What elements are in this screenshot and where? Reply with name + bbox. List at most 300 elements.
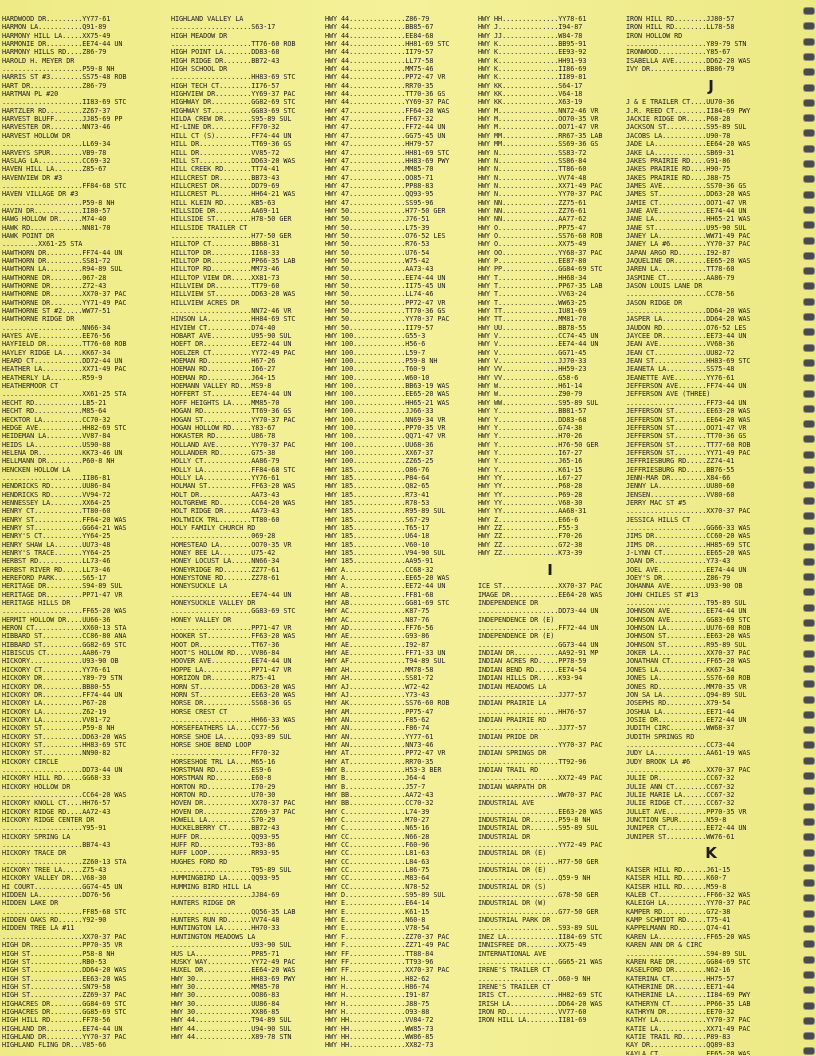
street-entry: HOMESTEAD LA........OO70-35 VR bbox=[171, 540, 292, 549]
street-entry: HWY KK..............V64-18 bbox=[478, 90, 583, 99]
street-entry: ....................EE74-44 UN bbox=[171, 590, 292, 599]
binding-ring bbox=[804, 146, 814, 152]
street-entry: HEIDS LA............US90-88 bbox=[2, 440, 111, 449]
street-entry: IRON HOLLOW RD bbox=[626, 31, 683, 40]
street-entry: INDIAN WARPATH DR bbox=[478, 782, 547, 791]
street-entry: HWY 44..............II79-57 bbox=[325, 48, 434, 57]
street-entry: ....................U93-90 SUL bbox=[171, 941, 292, 950]
street-entry: IRENE'S TRAILER CT bbox=[478, 966, 551, 975]
street-entry: HENRY ST............FF64-20 WAS bbox=[2, 515, 127, 524]
street-entry: ....................NN66-34 bbox=[2, 323, 111, 332]
binding-ring bbox=[804, 788, 814, 794]
street-entry: HEARD CT............DD72-44 UN bbox=[2, 357, 123, 366]
street-entry: HAROLD H. MEYER DR bbox=[2, 56, 75, 65]
street-entry: HWY 50..............W75-42 bbox=[325, 256, 430, 265]
street-entry: ....................YY70-37 PAC bbox=[478, 740, 603, 749]
street-entry: HWY 50..............O76-52 LES bbox=[325, 231, 446, 240]
street-entry: HIDDEN LA...........DD76-56 bbox=[2, 891, 111, 900]
street-entry: HUSKY WAY...........YY72-49 PAC bbox=[171, 957, 296, 966]
street-entry: ....................ZZ60-13 STA bbox=[2, 857, 127, 866]
street-entry: HILLVIEW ST.........DD63-20 WAS bbox=[171, 290, 296, 299]
street-entry: INDUSTRIAL PARK DR bbox=[478, 916, 551, 925]
street-entry: HEDGE AVE...........HH82-69 STC bbox=[2, 423, 127, 432]
street-entry: HOLTWICK TRL........TT80-60 bbox=[171, 515, 280, 524]
street-entry: HIGH ST.............RB0-53 bbox=[2, 957, 107, 966]
street-entry: HWY H...............H82-62 bbox=[325, 974, 430, 983]
street-entry: HWY B...............J57-7 bbox=[325, 782, 426, 791]
street-entry: HWY D...............S95-89 SUL bbox=[325, 891, 446, 900]
street-entry: HWY AD..............FF76-56 bbox=[325, 624, 434, 633]
street-entry: HONEYRIDGE RD.......ZZ77-61 bbox=[171, 565, 280, 574]
street-entry: HARVEST HOLLOW DR bbox=[2, 131, 71, 140]
street-entry: HAWTHORNE RIDGE DR bbox=[2, 315, 75, 324]
street-entry: JIMS DR.............CC60-20 WAS bbox=[626, 532, 751, 541]
section-letter: J bbox=[708, 76, 714, 95]
street-entry: HWY ZZ..............F70-26 bbox=[478, 532, 583, 541]
street-entry: ....................YY72-49 PAC bbox=[478, 841, 603, 850]
street-entry: JANEY LA #6.........YY70-37 PAC bbox=[626, 240, 751, 249]
street-entry: HWY AN..............YY77-61 bbox=[325, 732, 434, 741]
street-entry: HAWTHORN DR.........SS81-72 bbox=[2, 256, 111, 265]
street-entry: KAISER HILL RD......J61-15 bbox=[626, 866, 731, 875]
binding-ring bbox=[804, 544, 814, 550]
street-entry: HWY O...............SS76-60 ROB bbox=[478, 231, 603, 240]
street-entry: IRENE'S TRAILER CT bbox=[478, 982, 551, 991]
street-entry: HAWTHORNE DR........067-28 bbox=[2, 273, 107, 282]
street-entry: HWY 100.............BB63-19 WAS bbox=[325, 382, 450, 391]
street-entry: HERON CT............XX60-13 STA bbox=[2, 624, 127, 633]
street-entry: ....................G78-50 GER bbox=[478, 891, 599, 900]
street-entry: HIGH HILL RD........FF78-56 bbox=[2, 1016, 111, 1025]
street-entry: HWY 185.............R95-89 SUL bbox=[325, 507, 446, 516]
street-entry: INEZ LA.............II84-69 STC bbox=[478, 932, 603, 941]
street-entry: HWY 100.............QQ71-47 VR bbox=[325, 432, 446, 441]
street-entry: HWY 44..............PP72-47 VR bbox=[325, 73, 446, 82]
binding-ring bbox=[804, 850, 814, 856]
street-entry: HOLLY LA............YY76-61 bbox=[171, 473, 280, 482]
street-entry: HWY ZZ..............G72-38 bbox=[478, 540, 583, 549]
street-entry: HIGHLAND VALLEY LA bbox=[171, 15, 244, 23]
street-entry: JAQUELINE DR........EE65-20 WAS bbox=[626, 256, 751, 265]
street-entry: JOHNSON ST..........EE63-20 WAS bbox=[626, 632, 751, 641]
street-entry: HIGH ST.............DD64-20 WAS bbox=[2, 966, 127, 975]
street-entry: ....................FF70-32 bbox=[171, 749, 280, 758]
binding-ring bbox=[804, 222, 814, 228]
street-entry: HWY HH..............VV84-72 bbox=[325, 1016, 434, 1025]
street-entry: HUFF LOOP...........RR93-95 bbox=[171, 849, 280, 858]
street-entry: HWY BB..............AA72-43 bbox=[325, 790, 434, 799]
street-entry: JASPER LA...........DD64-20 WAS bbox=[626, 315, 751, 324]
street-entry: HWY KK..............S64-17 bbox=[478, 81, 583, 90]
street-entry: HOGAN RD............TT69-36 GS bbox=[171, 407, 292, 416]
street-entry: HIGHACRES DR........GG85-69 STC bbox=[2, 1007, 127, 1016]
street-entry: KAYLA CT............EE65-20 WAS bbox=[626, 1049, 751, 1055]
street-entry: HWY T...............WW63-25 bbox=[478, 298, 587, 307]
street-entry: ....................HH83-69 STC bbox=[171, 73, 296, 82]
street-entry: KAREN RAE DR........GG84-69 STC bbox=[626, 957, 751, 966]
street-entry: HAWTHORNE DR........XX70-37 PAC bbox=[2, 290, 127, 299]
street-entry: KATHERYN CT.........PP66-35 LAB bbox=[626, 999, 751, 1008]
street-entry: HICKORY LA..........Z62-19 bbox=[2, 707, 107, 716]
street-entry: JONATHAN CT.........FF65-20 WAS bbox=[626, 657, 751, 666]
street-entry: HICKORY TRACE DR bbox=[2, 849, 67, 858]
street-entry: HIGHLAND DR.........EE74-44 UN bbox=[2, 1024, 123, 1033]
street-entry: HWY 100.............P59-8 NH bbox=[325, 357, 438, 366]
street-entry: HWY AN..............NN73-46 bbox=[325, 740, 434, 749]
street-entry: HIGH ST.............ZZ69-37 PAC bbox=[2, 991, 127, 1000]
street-entry: HONEY LOCUST LA.....NN66-34 bbox=[171, 557, 280, 566]
street-entry: ....................T95-89 SUL bbox=[626, 599, 747, 608]
street-entry: ....................JJ84-69 bbox=[171, 891, 280, 900]
street-entry: HWY CC..............N66-28 bbox=[325, 832, 430, 841]
street-entry: HONEYSUCKLE LA bbox=[171, 582, 228, 591]
street-entry: HWY 47..............PP88-83 bbox=[325, 181, 434, 190]
street-entry: HWY 44..............LL77-58 bbox=[325, 56, 434, 65]
street-entry: HWY HH..............WW85-73 bbox=[325, 1024, 434, 1033]
street-entry: HWY K...............HH91-93 bbox=[478, 56, 587, 65]
street-entry: JEFFERSON AVE.......FF74-44 UN bbox=[626, 382, 747, 391]
street-entry: HWY 47..............QQ93-95 bbox=[325, 190, 434, 199]
street-entry: ....................GG73-44 UN bbox=[478, 640, 599, 649]
street-entry: IMAGE DR............EE64-20 WAS bbox=[478, 590, 603, 599]
street-entry: ....................FF84-68 STC bbox=[2, 181, 127, 190]
street-entry: HARMONY HILLS RD....Z86-79 bbox=[2, 48, 107, 57]
street-entry: JOHNSON ST..........R95-89 SUL bbox=[626, 640, 747, 649]
street-entry: HWY N...............VV74-48 bbox=[478, 173, 587, 182]
street-entry: JEFFRIESBURG RD.....ZZ74-41 bbox=[626, 457, 735, 466]
binding-ring bbox=[804, 635, 814, 641]
street-entry: HOOVER AVE..........EE74-44 UN bbox=[171, 657, 292, 666]
street-entry: HORSE CREST CT bbox=[171, 707, 228, 716]
street-entry: HOBART AVE..........U95-90 SUL bbox=[171, 332, 292, 341]
street-entry: HWY 30..............MM85-70 bbox=[171, 982, 280, 991]
street-entry: IRISH LA............DD64-20 WAS bbox=[478, 999, 603, 1008]
street-entry: HWY 100.............G55-3 bbox=[325, 332, 426, 341]
street-entry: HWY 44..............YY69-37 PAC bbox=[325, 98, 450, 107]
street-entry: JERRY MAC ST #5 bbox=[626, 498, 687, 507]
street-entry: HWY E...............V78-54 bbox=[325, 924, 430, 933]
street-entry: JOHNSON AVE.........EE74-44 UN bbox=[626, 607, 747, 616]
street-entry: HOFFERT ST..........EE74-44 UN bbox=[171, 390, 292, 399]
street-entry: HORTON RD...........I70-29 bbox=[171, 782, 276, 791]
binding-ring bbox=[804, 666, 814, 672]
street-entry: JAMES AVE...........SS70-36 GS bbox=[626, 181, 747, 190]
street-entry: KATIE TRAIL RD......P89-83 bbox=[626, 1032, 731, 1041]
street-entry: JOEL AVE............EE74-44 UN bbox=[626, 565, 747, 574]
street-entry: HWY 50..............R76-53 bbox=[325, 240, 430, 249]
street-entry: HWY 50..............H77-50 GER bbox=[325, 206, 446, 215]
street-entry: HWY BB..............CC70-32 bbox=[325, 799, 434, 808]
street-entry: HWY 100.............NN69-34 VR bbox=[325, 415, 446, 424]
street-entry: HARMONIE DR.........EE74-44 UN bbox=[2, 40, 123, 49]
street-entry: HARVEST BLUFF.......JJ85-69 PP bbox=[2, 115, 123, 124]
street-entry: HIDDEN TREE LA #11 bbox=[2, 924, 75, 933]
street-entry: JULIE DR............CC67-32 bbox=[626, 774, 735, 783]
street-entry: HERBST RD...........LL73-46 bbox=[2, 557, 111, 566]
street-entry: ....................HH66-33 WAS bbox=[171, 715, 296, 724]
street-entry: HWY 30..............OO86-83 bbox=[171, 991, 280, 1000]
street-entry: HWY M...............OO71-47 VR bbox=[478, 123, 599, 132]
binding-ring bbox=[804, 329, 814, 335]
street-entry: HUFF RD.............T93-86 bbox=[171, 841, 276, 850]
street-entry: .........XX61-25 STA bbox=[2, 240, 83, 249]
street-entry: KAISER HILL RD......M59-8 bbox=[626, 882, 727, 891]
street-entry: INDEPENDENCE DR bbox=[478, 599, 539, 608]
street-entry: HWY V...............CC74-45 UN bbox=[478, 332, 599, 341]
street-entry: HERBST RIVER RD.....LL73-46 bbox=[2, 565, 111, 574]
street-entry: HWY F...............ZZ70-37 PAC bbox=[325, 932, 450, 941]
street-entry: HWY AT..............PP72-47 VR bbox=[325, 749, 446, 758]
street-entry: ....................P59-8 NH bbox=[2, 65, 115, 74]
street-entry: HWY Y...............H70-26 bbox=[478, 432, 583, 441]
binding-ring bbox=[804, 926, 814, 932]
street-entry: HUMMINGBIRD LA......QQ93-95 bbox=[171, 874, 280, 883]
street-entry: HWY K...............BB95-91 bbox=[478, 40, 587, 49]
street-column-1 bbox=[2, 15, 168, 1055]
street-entry: HWY Z...............E66-6 bbox=[478, 515, 579, 524]
street-entry: JENSEN..............VV80-60 bbox=[626, 490, 735, 499]
street-entry: JUNIPER CT..........EE72-44 UN bbox=[626, 824, 747, 833]
street-entry: ....................DD64-20 WAS bbox=[626, 307, 751, 316]
street-entry: JAUDON RD...........O76-52 LES bbox=[626, 323, 747, 332]
binding-ring bbox=[804, 176, 814, 182]
street-entry: HWY 100.............H56-6 bbox=[325, 340, 426, 349]
street-entry: ....................FF85-68 STC bbox=[2, 907, 127, 916]
street-entry: JUDY BROOK LA #6 bbox=[626, 757, 691, 766]
street-entry: HAVENVIEW DR #3 bbox=[2, 173, 63, 182]
street-entry: HORSE SHOE BEND LOOP bbox=[171, 740, 252, 749]
street-entry: KAMPER RD...........G72-38 bbox=[626, 907, 731, 916]
street-entry: HONEYSUCKLE VALLEY DR bbox=[171, 599, 256, 608]
street-entry: HORSE SHOE LA.......Q93-89 SUL bbox=[171, 732, 292, 741]
street-entry: HOOT DR.............TT67-36 bbox=[171, 640, 280, 649]
street-entry: HICKORY LA..........P67-28 bbox=[2, 699, 107, 708]
street-entry: HOWELL LA...........S70-29 bbox=[171, 816, 276, 824]
street-entry: JACKIE RIDGE DR.....P68-28 bbox=[626, 115, 731, 124]
street-entry: JIMS DR.............HH85-69 STC bbox=[626, 540, 751, 549]
street-entry: HWY 30..............HH83-69 PWY bbox=[171, 974, 296, 983]
street-entry: ....................BB74-43 bbox=[2, 841, 111, 850]
street-entry: JAMES ST............DD63-20 WAS bbox=[626, 190, 751, 199]
street-entry: HWY 185.............P84-64 bbox=[325, 473, 430, 482]
street-entry: HILLTOP CT..........BB68-31 bbox=[171, 240, 280, 249]
street-entry: HWY 47..............MM85-70 bbox=[325, 165, 434, 174]
street-entry: JAYCEE DR...........EE73-44 UN bbox=[626, 332, 747, 341]
street-entry: KATHERINE LA........II84-69 PWY bbox=[626, 991, 751, 1000]
street-entry: HIGH RIDGE DR.......BB72-43 bbox=[171, 56, 280, 65]
street-entry: HWY F...............ZZ71-49 PAC bbox=[325, 941, 450, 950]
street-entry: HELLMANN DR.........P60-8 NH bbox=[2, 457, 115, 466]
binding-ring bbox=[804, 804, 814, 810]
street-entry: HAWTHORNE ST #2.....WW77-51 bbox=[2, 307, 111, 316]
street-entry: JACKSON ST..........S95-89 SUL bbox=[626, 123, 747, 132]
street-entry: HWY YY..............AA68-31 bbox=[478, 507, 587, 516]
street-entry: HWY 50..............EE74-44 UN bbox=[325, 273, 446, 282]
street-entry: JUNCTION SPUR.......N59-8 bbox=[626, 816, 727, 824]
street-entry: HWY 44..............TT70-36 GS bbox=[325, 90, 446, 99]
street-entry: ....................XX72-49 PAC bbox=[478, 774, 603, 783]
street-entry: JEFFERSON ST........EE64-20 WAS bbox=[626, 415, 751, 424]
street-entry: HWY 100.............JJ66-33 bbox=[325, 407, 434, 416]
street-entry: JULIE RIDGE CT......CC67-32 bbox=[626, 799, 735, 808]
street-entry: JULLET AVE..........PP70-35 VR bbox=[626, 807, 747, 816]
street-entry: HWY P...............EE87-80 bbox=[478, 256, 587, 265]
street-entry: HWY N...............XX71-49 PAC bbox=[478, 181, 603, 190]
street-entry: INDIAN PRAIRIE LA bbox=[478, 699, 547, 708]
street-entry: ....................HH76-57 bbox=[478, 707, 587, 716]
street-entry: HUCKELBERRY CT......BB72-43 bbox=[171, 824, 280, 833]
street-entry: HELENA DR...........KK73-46 UN bbox=[2, 448, 123, 457]
binding-ring bbox=[804, 283, 814, 289]
street-entry: ....................H77-50 GER bbox=[478, 857, 599, 866]
street-entry: HWY VV..............HH59-23 bbox=[478, 365, 587, 374]
street-entry: HWY C...............L74-39 bbox=[325, 807, 430, 816]
street-entry: HWY W...............Z90-79 bbox=[478, 390, 583, 399]
street-entry: HWY T...............PP67-35 LAB bbox=[478, 282, 603, 290]
street-entry: HWY 100.............ZZ65-25 bbox=[325, 457, 434, 466]
street-entry: ....................FF72-44 UN bbox=[478, 624, 599, 633]
street-entry: JEFFRIESBURG RD.....BB76-55 bbox=[626, 465, 735, 474]
street-entry: HILLCREST DR........BB73-43 bbox=[171, 173, 280, 182]
street-entry: HILL CREEK RD.......TT74-41 bbox=[171, 165, 280, 174]
binding-ring bbox=[804, 39, 814, 45]
street-entry: HILL DR.............VV85-72 bbox=[171, 148, 280, 157]
street-entry: ....................GG65-21 WAS bbox=[478, 957, 603, 966]
street-entry: HWY 185.............O86-76 bbox=[325, 465, 430, 474]
street-entry: HOFF HEIGHTS LA.....MM85-70 bbox=[171, 398, 280, 407]
street-entry: HWY A...............EE65-20 WAS bbox=[325, 574, 450, 583]
street-entry: HIGH ST.............SN79-58 bbox=[2, 982, 111, 991]
street-entry: HWY YY..............P68-28 bbox=[478, 482, 583, 491]
street-entry: JAKE LA.............SB69-31 bbox=[626, 148, 735, 157]
street-entry: HOLT DR.............AA73-43 bbox=[171, 490, 280, 499]
street-entry: HWY A...............EE72-44 UN bbox=[325, 582, 446, 591]
street-entry: HONEY VALLEY DR bbox=[171, 615, 232, 624]
binding-ring bbox=[804, 712, 814, 718]
street-entry: HOOKER ST...........FF63-20 WAS bbox=[171, 632, 296, 641]
street-entry: JEANETA LA..........SS75-48 bbox=[626, 365, 735, 374]
street-entry: HWY HH..............XX82-73 bbox=[325, 1041, 434, 1050]
binding-ring bbox=[804, 299, 814, 305]
street-entry: JEFFERSON ST........EE63-20 WAS bbox=[626, 407, 751, 416]
street-entry: JAREN LA............TT78-60 bbox=[626, 265, 735, 274]
street-entry: JEAN AVE............VV68-36 bbox=[626, 340, 735, 349]
street-entry: IRON RD.............VV77-60 bbox=[478, 1007, 587, 1016]
binding-ring bbox=[804, 834, 814, 840]
street-entry: ....................S94-89 SUL bbox=[626, 949, 747, 958]
street-entry: INDUSTRIAL DR (W) bbox=[478, 899, 547, 908]
street-entry: HWY AC..............N87-76 bbox=[325, 615, 430, 624]
street-entry: HARTMAN PL #20 bbox=[2, 90, 59, 99]
street-entry: INDUSTRIAL DR.......S95-89 SUL bbox=[478, 824, 599, 833]
street-entry: HWY N...............TT86-60 bbox=[478, 165, 587, 174]
street-entry: JACOBS LA...........U90-78 bbox=[626, 131, 731, 140]
street-entry: JASON LOUIS LANE DR bbox=[626, 282, 703, 290]
street-entry: HIBISCUS CT.........AA86-79 bbox=[2, 649, 111, 658]
street-entry: HWY AN..............F85-62 bbox=[325, 715, 430, 724]
binding-ring bbox=[804, 773, 814, 779]
street-entry: HENDRICKS RD........VV94-72 bbox=[2, 490, 111, 499]
street-entry: HARMONY HILL LA.....XX75-49 bbox=[2, 31, 111, 40]
street-entry: HIGHWAY DR..........GG82-69 STC bbox=[171, 98, 296, 107]
street-entry: HWY 185.............V60-10 bbox=[325, 540, 430, 549]
street-entry: ....................CC73-44 bbox=[626, 740, 735, 749]
street-entry: HOLLY CT............AA86-79 bbox=[171, 457, 280, 466]
street-entry: INTERNATIONAL AVE bbox=[478, 949, 547, 958]
street-entry: JOKER LA............XX70-37 PAC bbox=[626, 649, 751, 658]
street-entry: HILDA CREW DR.......S95-89 SUL bbox=[171, 115, 292, 124]
street-entry: HICKORY CIRCLE bbox=[2, 757, 59, 766]
street-entry: HWY ZZ..............K73-39 bbox=[478, 549, 583, 557]
street-entry: HWY KK..............X63-19 bbox=[478, 98, 583, 107]
street-entry: HWY 47..............OO85-71 bbox=[325, 173, 434, 182]
street-entry: HWY 44..............BB85-67 bbox=[325, 23, 434, 32]
street-entry: HWY Y...............K61-15 bbox=[478, 465, 583, 474]
street-entry: HAVIN DR............II80-57 bbox=[2, 206, 111, 215]
street-column-3 bbox=[325, 15, 477, 1055]
street-entry: INDEPENDENCE DR (E) bbox=[478, 632, 555, 641]
street-entry: ....................JJ77-57 bbox=[478, 690, 587, 699]
street-entry: HILLSIDE ST.........H78-50 GER bbox=[171, 215, 292, 224]
street-entry: HILLTOP DR..........II68-33 bbox=[171, 248, 280, 257]
street-entry: HWY FF..............XX70-37 PAC bbox=[325, 966, 450, 975]
street-entry: HWY 44..............HH81-69 STC bbox=[325, 40, 450, 49]
street-entry: HWY Y...............I67-27 bbox=[478, 448, 583, 457]
street-entry: HWY Y...............DD83-68 bbox=[478, 415, 587, 424]
street-entry: HICKORY RIDGE RD....AA72-43 bbox=[2, 807, 111, 816]
street-entry: JASMINE CT..........AA86-79 bbox=[626, 273, 735, 282]
binding-ring bbox=[804, 207, 814, 213]
street-entry: HWY 47..............HH81-69 STC bbox=[325, 148, 450, 157]
street-entry: HWY ZZ..............F55-3 bbox=[478, 523, 579, 532]
street-entry: HWY 100.............L59-7 bbox=[325, 348, 426, 357]
street-entry: HIVIEW CT...........D74-40 bbox=[171, 323, 276, 332]
binding-ring bbox=[804, 452, 814, 458]
street-entry: HENRY SHAW LA.......UU73-48 bbox=[2, 540, 111, 549]
street-entry: HUFF DR.............QQ93-95 bbox=[171, 832, 280, 841]
street-entry: HWY CC..............N78-52 bbox=[325, 882, 430, 891]
street-entry: HILL KLEIN RD.......KB5-63 bbox=[171, 198, 276, 207]
street-entry: HICKORY SPRING LA bbox=[2, 832, 71, 841]
street-entry: JON SA LA...........Q94-89 SUL bbox=[626, 690, 747, 699]
street-entry: JOAN DR.............Y73-43 bbox=[626, 557, 731, 566]
street-entry: HECHT RD............LB5-21 bbox=[2, 398, 107, 407]
street-entry: HWY AB..............FF81-68 bbox=[325, 590, 434, 599]
street-entry: JOSHUA LA...........EE71-44 bbox=[626, 707, 735, 716]
street-entry: HOVEN DR............ZZ69-37 PAC bbox=[171, 807, 296, 816]
street-entry: JEFFERSON ST........TT70-36 GS bbox=[626, 432, 747, 441]
street-entry: HWY 50..............II79-57 bbox=[325, 323, 434, 332]
street-entry: HAWTHORNE DR........YY71-49 PAC bbox=[2, 298, 127, 307]
street-entry: HUNTINGTON MEADOWS LA bbox=[171, 932, 256, 941]
street-entry: HASLAG LA...........CC69-32 bbox=[2, 156, 111, 165]
binding-ring bbox=[804, 100, 814, 106]
street-entry: JANEY LA............WW71-49 PAC bbox=[626, 231, 751, 240]
street-entry: HORN ST.............EE63-20 WAS bbox=[171, 690, 296, 699]
binding-ring bbox=[804, 238, 814, 244]
street-entry: HOLT RIDGE DR.......AA73-43 bbox=[171, 507, 280, 516]
street-entry: HOPPE LA............PP71-47 VR bbox=[171, 665, 292, 674]
street-entry: HWY 100.............XX67-37 bbox=[325, 448, 434, 457]
street-entry: HILLTOP DR..........PP66-35 LAB bbox=[171, 256, 296, 265]
binding-ring bbox=[804, 498, 814, 504]
street-entry: HWY E...............K61-15 bbox=[325, 907, 430, 916]
street-entry: INDUSTRIAL DR.......P59-8 NH bbox=[478, 816, 591, 824]
binding-ring bbox=[804, 406, 814, 412]
street-entry: HORTON RD...........U70-30 bbox=[171, 790, 276, 799]
binding-ring bbox=[804, 1048, 814, 1054]
street-entry: HWY OO..............YY68-37 PAC bbox=[478, 248, 603, 257]
